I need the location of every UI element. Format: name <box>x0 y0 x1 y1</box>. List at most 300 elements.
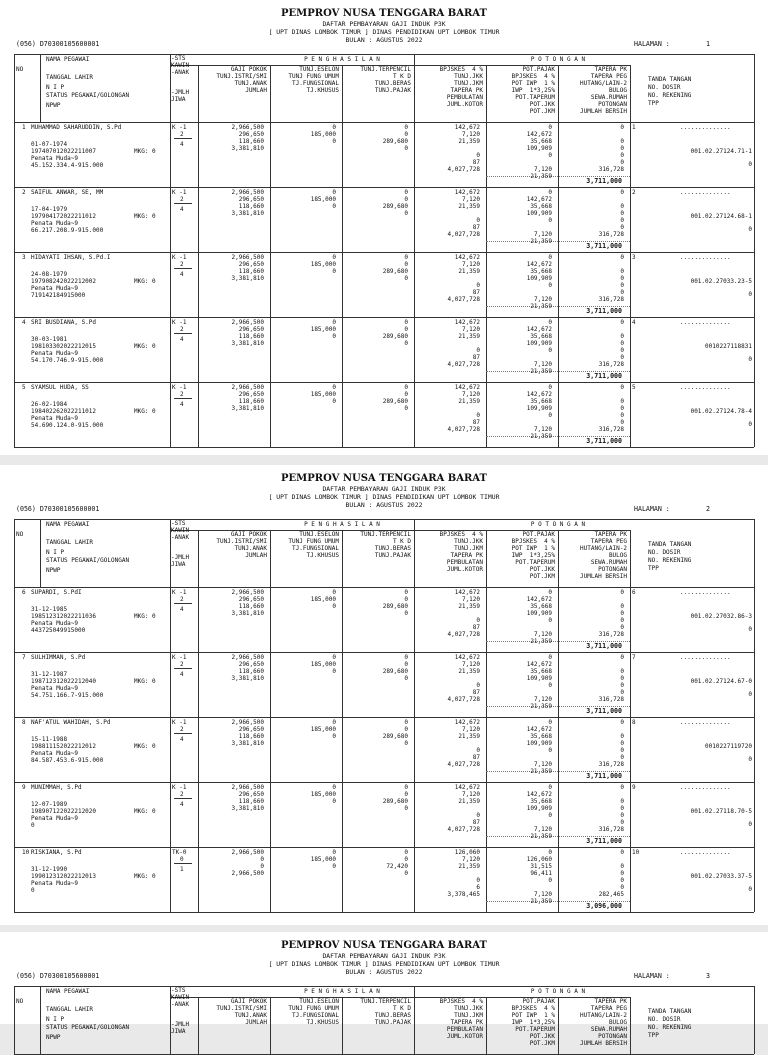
tunjangan-amount: 185,000 <box>310 326 336 333</box>
tunjangan-amount: 0 <box>332 603 336 610</box>
column-header-nama: TANGGAL LAHIR <box>46 74 93 81</box>
column-header: TUNJ.JKM <box>454 1012 483 1019</box>
potongan-amount: 316,728 <box>598 826 624 833</box>
potongan-amount: 35,668 <box>530 733 552 740</box>
potongan-amount: 7,120 <box>533 826 552 833</box>
potongan-amount: 0 <box>620 870 624 877</box>
penghasilan-amount: 118,660 <box>238 138 264 145</box>
potongan-amount: 109,909 <box>526 675 552 682</box>
sts-kawin: K -1 <box>172 784 187 791</box>
status-golongan: Penata Muda~9 <box>31 155 78 162</box>
dosir-number: 001.02.27033.23-5 <box>690 278 752 285</box>
tunjangan-amount: 0 <box>404 610 408 617</box>
tunjangan-amount: 185,000 <box>310 131 336 138</box>
column-header-nama: N I P <box>46 549 65 556</box>
potongan-amount: 0 <box>620 784 624 791</box>
column-header: TUNJ.ESELON <box>299 66 339 73</box>
tunjangan-amount: 0 <box>332 254 336 261</box>
penghasilan-amount: 0 <box>476 747 480 754</box>
penghasilan-amount: 87 <box>472 354 480 361</box>
penghasilan-amount: 142,672 <box>454 254 480 261</box>
employee-name: SAIFUL ANWAR, SE, MM <box>31 189 104 196</box>
column-header: POTONGAN <box>598 1033 627 1040</box>
dosir-number: 0010227119720 <box>705 743 752 750</box>
birth-date: 26-02-1984 <box>31 401 68 408</box>
column-rule <box>14 782 15 847</box>
column-rule <box>630 187 631 252</box>
table-rule <box>174 333 192 334</box>
penghasilan-amount: 6 <box>476 884 480 891</box>
tunjangan-amount: 185,000 <box>310 661 336 668</box>
column-header: POT IWP 1 % <box>511 80 555 87</box>
row-number: 10 <box>22 849 30 856</box>
column-header: JUMLAH BERSIH <box>580 1040 627 1047</box>
tunjangan-amount: 0 <box>404 405 408 412</box>
tunjangan-amount: 0 <box>332 654 336 661</box>
penghasilan-amount: 7,120 <box>461 261 480 268</box>
potongan-amount: 0 <box>548 217 552 224</box>
potongan-amount: 0 <box>548 719 552 726</box>
column-rule <box>630 252 631 317</box>
potongan-amount: 0 <box>620 617 624 624</box>
column-header-sts: -JMLH <box>171 1021 190 1028</box>
table-rule <box>14 519 754 520</box>
column-rule <box>170 382 171 447</box>
penghasilan-amount: 7,120 <box>461 791 480 798</box>
jiwa-count: 4 <box>180 336 184 343</box>
table-rule <box>14 382 754 383</box>
potongan-amount: 0 <box>548 254 552 261</box>
potongan-amount: 142,672 <box>526 726 552 733</box>
column-header: TUNJ.JKM <box>454 80 483 87</box>
column-header: GAJI POKOK <box>230 66 267 73</box>
nip: 198712312022212040 <box>31 678 97 685</box>
column-rule <box>14 717 15 782</box>
page-title: PEMPROV NUSA TENGGARA BARAT <box>281 473 487 484</box>
jiwa-count: 4 <box>180 141 184 148</box>
penghasilan-amount: 296,650 <box>238 131 264 138</box>
column-header: TUNJ.PAJAK <box>374 1019 411 1026</box>
tunjangan-amount: 0 <box>404 210 408 217</box>
penghasilan-amount: 118,660 <box>238 398 264 405</box>
table-rule <box>14 252 754 253</box>
column-header-nama: NPWP <box>46 102 61 109</box>
birth-date: 31-12-1990 <box>31 866 68 873</box>
column-header-sts: JIWA <box>171 561 186 568</box>
potongan-amount: 7,120 <box>533 891 552 898</box>
potongan-amount: 0 <box>620 754 624 761</box>
potongan-amount: 0 <box>620 610 624 617</box>
sts-kawin: K -1 <box>172 254 187 261</box>
penghasilan-amount: 142,672 <box>454 319 480 326</box>
sts-kawin: K -1 <box>172 384 187 391</box>
potongan-amount: 0 <box>548 152 552 159</box>
mkg: MKG: 0 <box>134 613 156 620</box>
column-header: TUNJ.JKK <box>454 73 483 80</box>
tunjangan-amount: 0 <box>404 596 408 603</box>
penghasilan-amount: 3,381,810 <box>231 805 264 812</box>
column-header: TUNJ.BERAS <box>374 80 411 87</box>
nip: 199012312022212013 <box>31 873 97 880</box>
column-header-sts: -JMLH <box>171 89 190 96</box>
penghasilan-amount: 7,120 <box>461 326 480 333</box>
net-salary: 3,711,000 <box>586 307 622 315</box>
employee-name: NAF'ATUL WAHIDAH, S.Pd <box>31 719 111 726</box>
birth-date: 12-07-1989 <box>31 801 68 808</box>
tunjangan-amount: 0 <box>332 203 336 210</box>
column-header: TAPERA PK <box>450 1019 483 1026</box>
penghasilan-amount: 2,966,500 <box>231 589 264 596</box>
column-header: SEWA.RUMAH <box>590 559 627 566</box>
potongan-amount: 0 <box>620 319 624 326</box>
employee-name: HIDAYATI IHSAN, S.Pd.I <box>31 254 111 261</box>
npwp: 66.217.208.9-915.000 <box>31 227 104 234</box>
mkg: MKG: 0 <box>134 873 156 880</box>
potongan-amount: 0 <box>620 740 624 747</box>
npwp: 45.152.334.4-915.000 <box>31 162 104 169</box>
employee-name: MUNIMMAH, S.Pd <box>31 784 82 791</box>
column-rule <box>170 652 171 717</box>
potongan-amount: 21,359 <box>530 303 552 310</box>
tunjangan-amount: 0 <box>332 333 336 340</box>
potongan-amount: 0 <box>620 138 624 145</box>
column-header: BULOG <box>608 552 627 559</box>
tunjangan-amount: 0 <box>404 726 408 733</box>
penghasilan-amount: 2,966,500 <box>231 784 264 791</box>
status-golongan: Penata Muda~9 <box>31 880 78 887</box>
column-header: TUNJ.ESELON <box>299 998 339 1005</box>
column-header: POT.TAPERUM <box>515 94 555 101</box>
penghasilan-amount: 0 <box>476 412 480 419</box>
tpp-value: 0 <box>748 691 752 698</box>
table-rule <box>14 587 754 588</box>
column-header: JUMLAH <box>245 552 267 559</box>
column-header: PEMBULATAN <box>446 94 483 101</box>
column-header: TUNJ.ISTRI/SMI <box>216 1005 267 1012</box>
column-header: JUMLAH BERSIH <box>580 108 627 115</box>
column-header: BPJSKES 4 % <box>511 538 555 545</box>
status-golongan: Penata Muda~9 <box>31 350 78 357</box>
column-header: POT.PAJAK <box>522 531 555 538</box>
jiwa-count: 4 <box>180 401 184 408</box>
page-title: PEMPROV NUSA TENGGARA BARAT <box>281 8 487 19</box>
column-header-nama: STATUS PEGAWAI/GOLONGAN <box>46 557 130 564</box>
potongan-amount: 0 <box>548 319 552 326</box>
column-header-ttd: TANDA TANGAN <box>648 541 692 548</box>
birth-date: 01-07-1974 <box>31 141 68 148</box>
signature-line: .............. <box>680 784 731 791</box>
column-header-ttd: TPP <box>648 1032 659 1039</box>
signature-line: .............. <box>680 384 731 391</box>
dosir-number: 001.02.27033.37-5 <box>690 873 752 880</box>
potongan-amount: 0 <box>620 203 624 210</box>
penghasilan-amount: 7,120 <box>461 196 480 203</box>
page-title: PEMPROV NUSA TENGGARA BARAT <box>281 940 487 951</box>
subtitle-month: BULAN : AGUSTUS 2022 <box>345 968 423 976</box>
column-rule <box>630 587 631 652</box>
npwp: 54.690.124.0-915.000 <box>31 422 104 429</box>
tunjangan-amount: 0 <box>404 196 408 203</box>
potongan-amount: 316,728 <box>598 361 624 368</box>
row-number: 9 <box>22 784 26 791</box>
subtitle-unit: [ UPT DINAS LOMBOK TIMUR ] DINAS PENDIDIKAN UPT LOMBOK TIMUR <box>268 493 500 501</box>
column-rule <box>14 519 15 587</box>
penghasilan-amount: 0 <box>476 282 480 289</box>
tpp-value: 0 <box>748 161 752 168</box>
potongan-amount: 109,909 <box>526 805 552 812</box>
kawin-count: 2 <box>180 261 184 268</box>
column-header: IWP 1*3,25% <box>511 552 555 559</box>
mkg: MKG: 0 <box>134 148 156 155</box>
tunjangan-amount: 289,680 <box>382 203 408 210</box>
row-number: 4 <box>22 319 26 326</box>
penghasilan-amount: 296,650 <box>238 391 264 398</box>
document-code: (056) D70300105600001 <box>16 505 100 513</box>
signature-number: 4 <box>632 319 636 326</box>
signature-number: 7 <box>632 654 636 661</box>
column-header-nama: STATUS PEGAWAI/GOLONGAN <box>46 1024 130 1031</box>
penghasilan-amount: 21,359 <box>458 203 480 210</box>
penghasilan-amount: 0 <box>476 617 480 624</box>
row-number: 2 <box>22 189 26 196</box>
column-rule <box>40 519 41 587</box>
net-salary: 3,711,000 <box>586 177 622 185</box>
column-header: TUNJ.JKK <box>454 1005 483 1012</box>
column-header: IWP 1*3,25% <box>511 87 555 94</box>
nip: 197407012022211007 <box>31 148 97 155</box>
tunjangan-amount: 185,000 <box>310 196 336 203</box>
column-header: TAPERA PK <box>450 87 483 94</box>
tunjangan-amount: 0 <box>332 398 336 405</box>
potongan-amount: 0 <box>620 275 624 282</box>
column-rule <box>14 847 15 912</box>
column-header-no: NO <box>16 531 24 538</box>
potongan-amount: 7,120 <box>533 761 552 768</box>
potongan-amount: 0 <box>620 863 624 870</box>
penghasilan-amount: 118,660 <box>238 203 264 210</box>
column-header: TAPERA PEG <box>590 1005 627 1012</box>
column-rule <box>630 382 631 447</box>
potongan-amount: 21,359 <box>530 173 552 180</box>
mkg: MKG: 0 <box>134 808 156 815</box>
potongan-amount: 0 <box>620 217 624 224</box>
status-golongan: Penata Muda~9 <box>31 415 78 422</box>
penghasilan-amount: 87 <box>472 754 480 761</box>
column-header: SEWA.RUMAH <box>590 1026 627 1033</box>
potongan-amount: 0 <box>620 289 624 296</box>
potongan-amount: 21,359 <box>530 638 552 645</box>
tunjangan-amount: 0 <box>404 391 408 398</box>
nip: 197904172022211012 <box>31 213 97 220</box>
status-golongan: Penata Muda~9 <box>31 220 78 227</box>
table-rule <box>174 268 192 269</box>
penghasilan-amount: 0 <box>476 877 480 884</box>
kawin-count: 2 <box>180 596 184 603</box>
tunjangan-amount: 0 <box>404 654 408 661</box>
column-rule <box>754 847 755 912</box>
document-code: (056) D70300105600001 <box>16 40 100 48</box>
potongan-amount: 0 <box>548 654 552 661</box>
potongan-amount: 0 <box>620 589 624 596</box>
penghasilan-amount: 21,359 <box>458 863 480 870</box>
potongan-amount: 21,359 <box>530 368 552 375</box>
column-header-nama: N I P <box>46 1016 65 1023</box>
tunjangan-amount: 185,000 <box>310 856 336 863</box>
column-rule <box>630 717 631 782</box>
penghasilan-amount: 87 <box>472 289 480 296</box>
table-rule <box>174 863 192 864</box>
npwp: 0 <box>31 887 35 894</box>
penghasilan-amount: 296,650 <box>238 261 264 268</box>
kawin-count: 2 <box>180 726 184 733</box>
potongan-amount: 0 <box>548 384 552 391</box>
penghasilan-amount: 3,381,810 <box>231 210 264 217</box>
potongan-amount: 109,909 <box>526 740 552 747</box>
penghasilan-amount: 296,650 <box>238 726 264 733</box>
column-header: TUNJ FUNG UMUM <box>288 538 339 545</box>
kawin-count: 2 <box>180 391 184 398</box>
penghasilan-amount: 2,966,500 <box>231 654 264 661</box>
potongan-amount: 0 <box>548 124 552 131</box>
potongan-amount: 0 <box>620 819 624 826</box>
jiwa-count: 4 <box>180 606 184 613</box>
tunjangan-amount: 0 <box>332 268 336 275</box>
nip: 198402262022211012 <box>31 408 97 415</box>
potongan-amount: 35,668 <box>530 333 552 340</box>
column-rule <box>14 986 15 1054</box>
tunjangan-amount: 0 <box>404 805 408 812</box>
penghasilan-amount: 2,966,500 <box>231 384 264 391</box>
column-header: TUNJ.ESELON <box>299 531 339 538</box>
column-header: TJ.FUNGSIONAL <box>292 1012 339 1019</box>
column-rule <box>754 187 755 252</box>
tunjangan-amount: 289,680 <box>382 138 408 145</box>
potongan-amount: 35,668 <box>530 603 552 610</box>
potongan-amount: 142,672 <box>526 196 552 203</box>
employee-name: SULHIMMAN, S.Pd <box>31 654 86 661</box>
column-header-ttd: NO. REKENING <box>648 92 692 99</box>
column-header: IWP 1*3,25% <box>511 1019 555 1026</box>
potongan-amount: 316,728 <box>598 696 624 703</box>
potongan-amount: 0 <box>548 849 552 856</box>
column-header: JUML.KOTOR <box>446 101 483 108</box>
column-header-sts: -ANAK <box>171 1001 190 1008</box>
potongan-amount: 142,672 <box>526 391 552 398</box>
penghasilan-amount: 21,359 <box>458 398 480 405</box>
nip: 198907122022212020 <box>31 808 97 815</box>
kawin-count: 2 <box>180 131 184 138</box>
potongan-amount: 96,411 <box>530 870 552 877</box>
potongan-amount: 0 <box>620 682 624 689</box>
column-header: T K D <box>392 73 411 80</box>
column-header: POT IWP 1 % <box>511 1012 555 1019</box>
table-rule <box>174 733 192 734</box>
column-header: BPJSKES 4 % <box>511 73 555 80</box>
nip: 198811152022212012 <box>31 743 97 750</box>
column-header: POT.JKK <box>529 101 555 108</box>
column-header: TAPERA PK <box>594 66 627 73</box>
potongan-amount: 0 <box>620 412 624 419</box>
column-rule <box>170 122 171 187</box>
subtitle-unit: [ UPT DINAS LOMBOK TIMUR ] DINAS PENDIDIKAN UPT LOMBOK TIMUR <box>268 28 500 36</box>
column-header-sts: -ANAK <box>171 69 190 76</box>
penghasilan-amount: 21,359 <box>458 268 480 275</box>
column-header-sts: -ANAK <box>171 534 190 541</box>
tunjangan-amount: 0 <box>332 189 336 196</box>
penghasilan-amount: 296,650 <box>238 596 264 603</box>
table-rule <box>174 798 192 799</box>
kawin-count: 2 <box>180 791 184 798</box>
jiwa-count: 1 <box>180 866 184 873</box>
column-header-sts: -STS <box>171 987 186 994</box>
tunjangan-amount: 0 <box>404 326 408 333</box>
signature-line: .............. <box>680 849 731 856</box>
penghasilan-amount: 3,381,810 <box>231 340 264 347</box>
net-salary: 3,711,000 <box>586 372 622 380</box>
penghasilan-amount: 21,359 <box>458 333 480 340</box>
potongan-amount: 0 <box>620 719 624 726</box>
column-header-sts: -STS <box>171 55 186 62</box>
column-rule <box>630 652 631 717</box>
penghasilan-amount: 87 <box>472 159 480 166</box>
penghasilan-amount: 21,359 <box>458 798 480 805</box>
column-header-ttd: NO. DOSIR <box>648 549 681 556</box>
column-header: TAPERA PK <box>450 552 483 559</box>
nip: 197908242022212002 <box>31 278 97 285</box>
tunjangan-amount: 0 <box>332 863 336 870</box>
penghasilan-amount: 0 <box>476 152 480 159</box>
net-salary: 3,711,000 <box>586 837 622 845</box>
kawin-count: 2 <box>180 196 184 203</box>
mkg: MKG: 0 <box>134 213 156 220</box>
potongan-amount: 0 <box>620 654 624 661</box>
row-number: 7 <box>22 654 26 661</box>
tunjangan-amount: 289,680 <box>382 268 408 275</box>
employee-name: SRI BUSDIANA, S.Pd <box>31 319 97 326</box>
column-rule <box>754 652 755 717</box>
column-header: POT.JKM <box>529 108 555 115</box>
penghasilan-amount: 118,660 <box>238 668 264 675</box>
npwp: 443725049915000 <box>31 627 86 634</box>
potongan-amount: 0 <box>548 347 552 354</box>
column-header-nama: NAMA PEGAWAI <box>46 521 90 528</box>
tunjangan-amount: 289,680 <box>382 733 408 740</box>
tunjangan-amount: 0 <box>332 589 336 596</box>
column-header: BULOG <box>608 87 627 94</box>
employee-name: SYAMSUL HUDA, SS <box>31 384 89 391</box>
column-header: POT.TAPERUM <box>515 1026 555 1033</box>
tunjangan-amount: 0 <box>404 131 408 138</box>
column-header-nama: STATUS PEGAWAI/GOLONGAN <box>46 92 130 99</box>
potongan-amount: 21,359 <box>530 433 552 440</box>
tunjangan-amount: 72,420 <box>386 863 408 870</box>
column-header: TUNJ.TERPENCIL <box>360 998 411 1005</box>
tunjangan-amount: 0 <box>404 384 408 391</box>
potongan-amount: 126,060 <box>526 856 552 863</box>
penghasilan-amount: 7,120 <box>461 596 480 603</box>
column-header-no: NO <box>16 66 24 73</box>
halaman-label: HALAMAN : <box>634 40 670 48</box>
column-rule <box>754 252 755 317</box>
potongan-amount: 7,120 <box>533 166 552 173</box>
column-header-sts: KAWIN <box>171 994 190 1001</box>
halaman-label: HALAMAN : <box>634 972 670 980</box>
potongan-amount: 0 <box>620 624 624 631</box>
potongan-amount: 0 <box>620 224 624 231</box>
penghasilan-amount: 4,027,728 <box>447 231 480 238</box>
potongan-amount: 316,728 <box>598 426 624 433</box>
column-header: TUNJ.PAJAK <box>374 87 411 94</box>
